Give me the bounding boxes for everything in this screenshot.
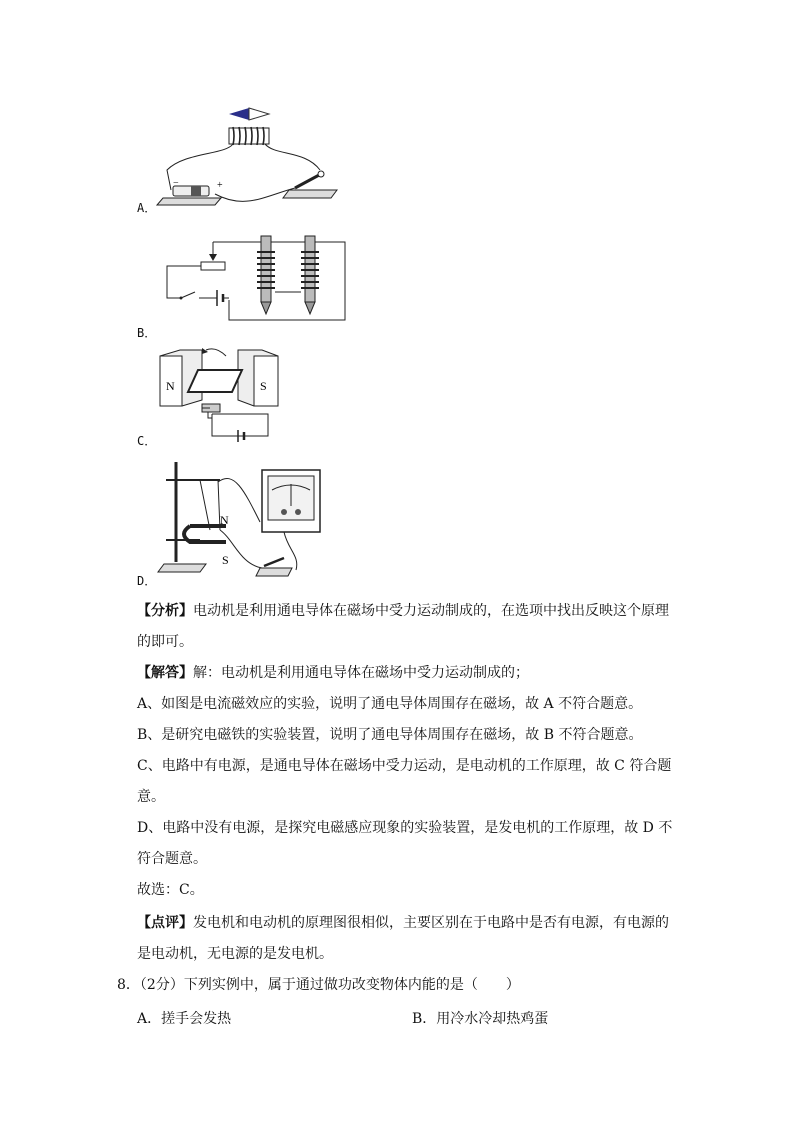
- answer-line-d1: D、电路中没有电源，是探究电磁感应现象的实验装置，是发电机的工作原理，故 D 不: [137, 820, 673, 836]
- figure-b-electromagnets: [165, 234, 355, 324]
- comment-tag: 【点评】: [137, 915, 193, 931]
- question-8-option-b: B．用冷水冷却热鸡蛋: [412, 1011, 549, 1027]
- answer-line-b: B、是研究电磁铁的实验装置，说明了通电导体周围存在磁场，故 B 不符合题意。: [137, 727, 643, 743]
- question-8-option-a: A．搓手会发热: [137, 1011, 232, 1027]
- answer-line-a: A、如图是电流磁效应的实验，说明了通电导体周围存在磁场，故 A 不符合题意。: [137, 696, 643, 712]
- option-a-label: A．: [137, 201, 157, 215]
- figure-d-generator-galvanometer: [160, 460, 335, 580]
- battery-plus-sign: +: [217, 180, 223, 191]
- comment-line-1: [137, 913, 669, 933]
- magnet-d-n-label: N: [220, 513, 229, 527]
- comment-text-1: 发电机和电动机的原理图很相似，主要区别在于电路中是否有电源，有电源的: [193, 915, 669, 931]
- answer-line-intro: [137, 663, 529, 683]
- analysis-text-1: 电动机是利用通电导体在磁场中受力运动制成的，在选项中找出反映这个原理: [193, 603, 669, 619]
- question-8-stem: 8．（2分）下列实例中，属于通过做功改变物体内能的是（ ）: [117, 977, 520, 993]
- analysis-line-2: 的即可。: [137, 634, 193, 650]
- answer-line-c1: C、电路中有电源，是通电导体在磁场中受力运动，是电动机的工作原理，故 C 符合题: [137, 758, 672, 774]
- option-b-label: B．: [137, 326, 157, 340]
- magnet-d-s-label: S: [222, 553, 229, 567]
- answer-line-c2: 意。: [137, 789, 165, 805]
- magnet-n-label: N: [166, 379, 175, 393]
- answer-intro: 解：电动机是利用通电导体在磁场中受力运动制成的；: [193, 665, 529, 681]
- figure-a-electromagnet-compass: [155, 100, 385, 210]
- figure-c-motor-coil-in-field: [158, 348, 288, 440]
- answer-choice: 故选：C。: [137, 882, 204, 898]
- comment-line-2: 是电动机，无电源的是发电机。: [137, 946, 333, 962]
- analysis-tag: 【分析】: [137, 603, 193, 619]
- answer-tag: 【解答】: [137, 665, 193, 681]
- analysis-line-1: [137, 601, 669, 621]
- magnet-s-label: S: [260, 379, 267, 393]
- battery-minus-sign: −: [173, 178, 179, 189]
- option-c-label: C．: [137, 434, 157, 448]
- answer-line-d2: 符合题意。: [137, 851, 207, 867]
- option-d-label: D．: [137, 574, 157, 588]
